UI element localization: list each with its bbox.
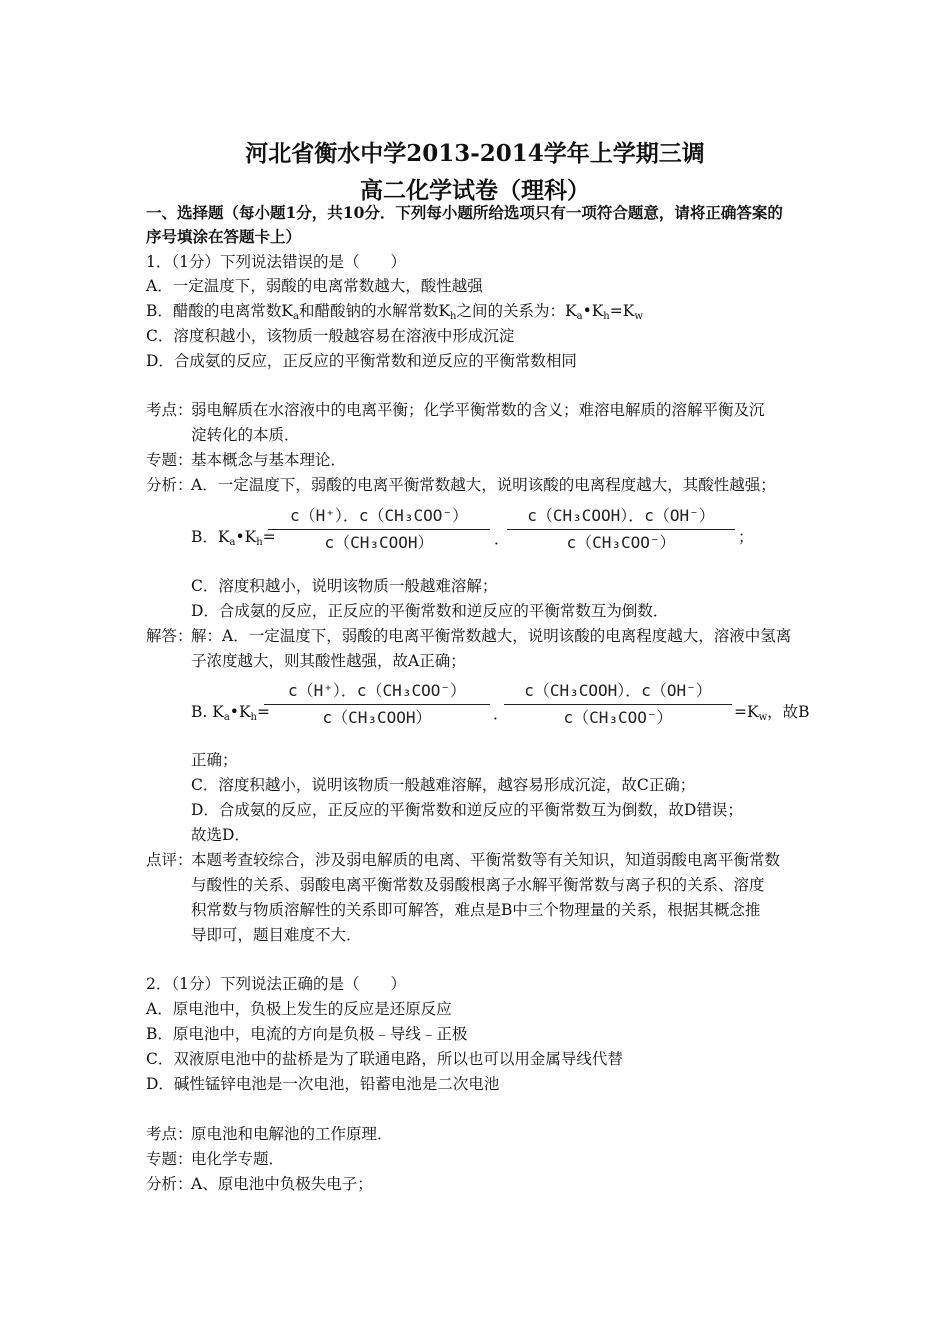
fraction-numerator: c（H⁺）．c（CH₃COO⁻） — [288, 681, 466, 700]
fraction-numerator: c（H⁺）．c（CH₃COO⁻） — [290, 506, 468, 525]
section-heading-line1: 一、选择题（每小题1分，共10分．下列每小题所给选项只有一项符合题意，请将正确答案的 — [146, 203, 783, 222]
q2-kaodian-label: 考点： — [146, 1125, 193, 1143]
fraction-denominator: c（CH₃COOH） — [322, 708, 432, 727]
q1-dianping-label: 点评： — [146, 851, 193, 869]
q2-option-a: A．原电池中，负极上发生的反应是还原反应 — [146, 1000, 452, 1018]
q2-fenxi-a: A、原电池中负极失电子； — [191, 1175, 373, 1193]
q1-jieda-a1: 解：A．一定温度下，弱酸的电离平衡常数越大，说明该酸的电离程度越大，溶液中氢离 — [191, 627, 792, 645]
q1-fenxi-b-end: ； — [738, 528, 754, 546]
q1-fenxi-times-dot: ． — [494, 530, 510, 548]
q2-zhuanti-label: 专题： — [146, 1150, 193, 1168]
q1-fenxi-c: C．溶度积越小，说明该物质一般越难溶解； — [191, 577, 498, 595]
q2-option-b: B．原电池中，电流的方向是负极﹣导线﹣正极 — [146, 1025, 468, 1043]
fraction-denominator: c（CH₃COOH） — [324, 533, 434, 552]
q1-zhuanti: 基本概念与基本理论． — [191, 451, 347, 469]
q1-option-c: C．溶度积越小，该物质一般越容易在溶液中形成沉淀 — [146, 327, 515, 345]
q2-option-d: D．碱性锰锌电池是一次电池，铅蓄电池是二次电池 — [146, 1075, 500, 1093]
q1-dianping-line1: 本题考查较综合，涉及弱电解质的电离、平衡常数等有关知识，知道弱酸电离平衡常数 — [191, 851, 781, 869]
q1-option-a: A．一定温度下，弱酸的电离常数越大，酸性越强 — [146, 277, 483, 295]
q1-jieda-b-label: B. $K_a•K_h=$ — [191, 703, 270, 723]
q1-jieda-b2: 正确； — [191, 751, 238, 769]
fraction-denominator: c（CH₃COO⁻） — [566, 533, 676, 552]
q1-jieda-select: 故选D． — [191, 826, 250, 844]
q1-fenxi-label: 分析： — [146, 476, 193, 494]
q1-jieda-fraction-2 — [502, 678, 734, 731]
q2-stem: 2．（1分）下列说法正确的是（ ） — [146, 975, 406, 993]
q1-jieda-label: 解答： — [146, 627, 193, 645]
q1-kaodian-label: 考点： — [146, 401, 193, 419]
fraction-denominator: c（CH₃COO⁻） — [563, 708, 673, 727]
q2-fenxi-label: 分析： — [146, 1175, 193, 1193]
q1-jieda-c: C．溶度积越小，说明该物质一般越难溶解，越容易形成沉淀，故C正确； — [191, 776, 696, 794]
q1-jieda-times-dot: ． — [493, 705, 509, 723]
q1-fenxi-d: D．合成氨的反应，正反应的平衡常数和逆反应的平衡常数互为倒数． — [191, 602, 669, 620]
doc-title-line2: 高二化学试卷（理科） — [360, 177, 590, 204]
q1-dianping-line2: 与酸性的关系、弱酸电离平衡常数及弱酸根离子水解平衡常数与离子积的关系、溶度 — [191, 876, 765, 894]
q2-kaodian: 原电池和电解池的工作原理． — [191, 1125, 393, 1143]
q1-zhuanti-label: 专题： — [146, 451, 193, 469]
q1-fenxi-b-label: B．$K_a•K_h=$ — [191, 528, 276, 548]
fraction-numerator: c（CH₃COOH）．c（OH⁻） — [527, 506, 715, 525]
fraction-numerator: c（CH₃COOH）．c（OH⁻） — [524, 681, 712, 700]
q1-kaodian-line2: 淀转化的本质． — [191, 426, 300, 444]
q1-option-d: D．合成氨的反应，正反应的平衡常数和逆反应的平衡常数相同 — [146, 352, 577, 370]
section-heading-line2: 序号填涂在答题卡上） — [146, 227, 302, 246]
q1-jieda-b-tail: $=K_w$，故B — [734, 703, 810, 723]
q2-zhuanti: 电化学专题． — [191, 1150, 285, 1168]
doc-title-line1: 河北省衡水中学2013-2014学年上学期三调 — [245, 140, 705, 167]
q1-fenxi-fraction-1 — [266, 503, 492, 556]
q1-jieda-d: D．合成氨的反应，正反应的平衡常数和逆反应的平衡常数互为倒数，故D错误； — [191, 801, 743, 819]
q1-jieda-a2: 子浓度越大，则其酸性越强，故A正确； — [191, 652, 466, 670]
q1-kaodian-line1: 弱电解质在水溶液中的电离平衡；化学平衡常数的含义；难溶电解质的溶解平衡及沉 — [191, 401, 765, 419]
q1-stem: 1．（1分）下列说法错误的是（ ） — [146, 253, 406, 271]
q2-option-c: C．双液原电池中的盐桥是为了联通电路，所以也可以用金属导线代替 — [146, 1050, 623, 1068]
q1-dianping-line3: 积常数与物质溶解性的关系即可解答，难点是B中三个物理量的关系，根据其概念推 — [191, 901, 761, 919]
q1-fenxi-fraction-2 — [505, 503, 737, 556]
q1-dianping-line4: 导即可，题目难度不大． — [191, 926, 362, 944]
q1-jieda-fraction-1 — [262, 678, 492, 731]
q1-fenxi-a: A．一定温度下，弱酸的电离平衡常数越大，说明该酸的电离程度越大，其酸性越强； — [191, 476, 776, 494]
q1-option-b: B．醋酸的电离常数$K_a$和醋酸钠的水解常数$K_h$之间的关系为：$K_a•K_h=K_w$ — [146, 302, 643, 322]
